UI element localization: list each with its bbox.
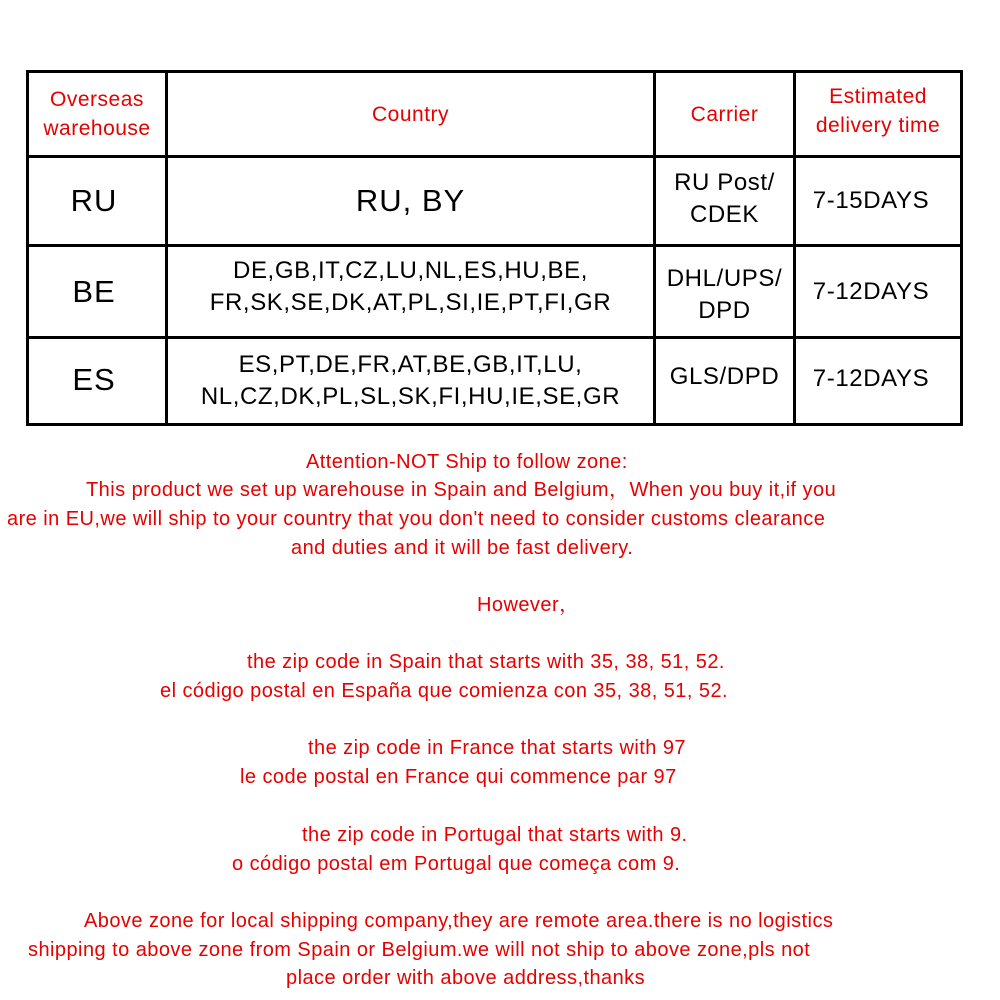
notice-intro-line-3: and duties and it will be fast delivery.	[291, 537, 634, 559]
notice-intro-line-1: This product we set up warehouse in Spain and Belgium，When you buy it,if you	[86, 479, 837, 501]
notice-closing-line-2: shipping to above zone from Spain or Belgium.we will not ship to above zone,pls not	[28, 939, 811, 961]
notice-portugal-en: the zip code in Portugal that starts with 9.	[302, 824, 688, 846]
row-es-country: ES,PT,DE,FR,AT,BE,GB,IT,LU, NL,CZ,DK,PL,SL,SK,FI,HU,IE,SE,GR	[200, 351, 621, 410]
row-ru-warehouse: RU	[70, 183, 118, 218]
notice-spain-en: the zip code in Spain that starts with 35, 38, 51, 52.	[247, 651, 725, 673]
header-carrier: Carrier	[690, 102, 759, 126]
header-warehouse: Overseas warehouse	[43, 88, 151, 140]
row-be-warehouse: BE	[72, 273, 116, 309]
notice-however: However，	[477, 594, 580, 616]
header-country: Country	[371, 102, 450, 126]
header-delivery-time: Estimated delivery time	[815, 85, 941, 137]
row-es-delivery: 7-12DAYS	[812, 364, 930, 392]
notice-spain-es: el código postal en España que comienza con 35, 38, 51, 52.	[160, 680, 729, 702]
row-es-carrier: GLS/DPD	[669, 363, 780, 390]
row-es-warehouse: ES	[72, 361, 116, 397]
notice-portugal-pt: o código postal em Portugal que começa com 9.	[232, 853, 681, 875]
row-ru-carrier: RU Post/ CDEK	[674, 169, 775, 228]
row-ru-country: RU, BY	[355, 183, 466, 218]
notice-closing-line-1: Above zone for local shipping company,they are remote area.there is no logistics	[84, 910, 834, 932]
row-be-delivery: 7-12DAYS	[812, 277, 930, 305]
notice-closing-line-3: place order with above address,thanks	[286, 967, 646, 989]
row-be-country: DE,GB,IT,CZ,LU,NL,ES,HU,BE, FR,SK,SE,DK,AT,PL,SI,IE,PT,FI,GR	[209, 256, 612, 316]
notice-france-en: the zip code in France that starts with 97	[308, 737, 686, 759]
notice-france-fr: le code postal en France qui commence par 97	[240, 766, 677, 788]
notice-intro-line-2: are in EU,we will ship to your country that you don't need to consider customs clearance	[7, 508, 826, 530]
row-be-carrier: DHL/UPS/ DPD	[666, 264, 783, 324]
row-ru-delivery: 7-15DAYS	[812, 187, 930, 214]
notice-title: Attention-NOT Ship to follow zone:	[306, 451, 628, 473]
